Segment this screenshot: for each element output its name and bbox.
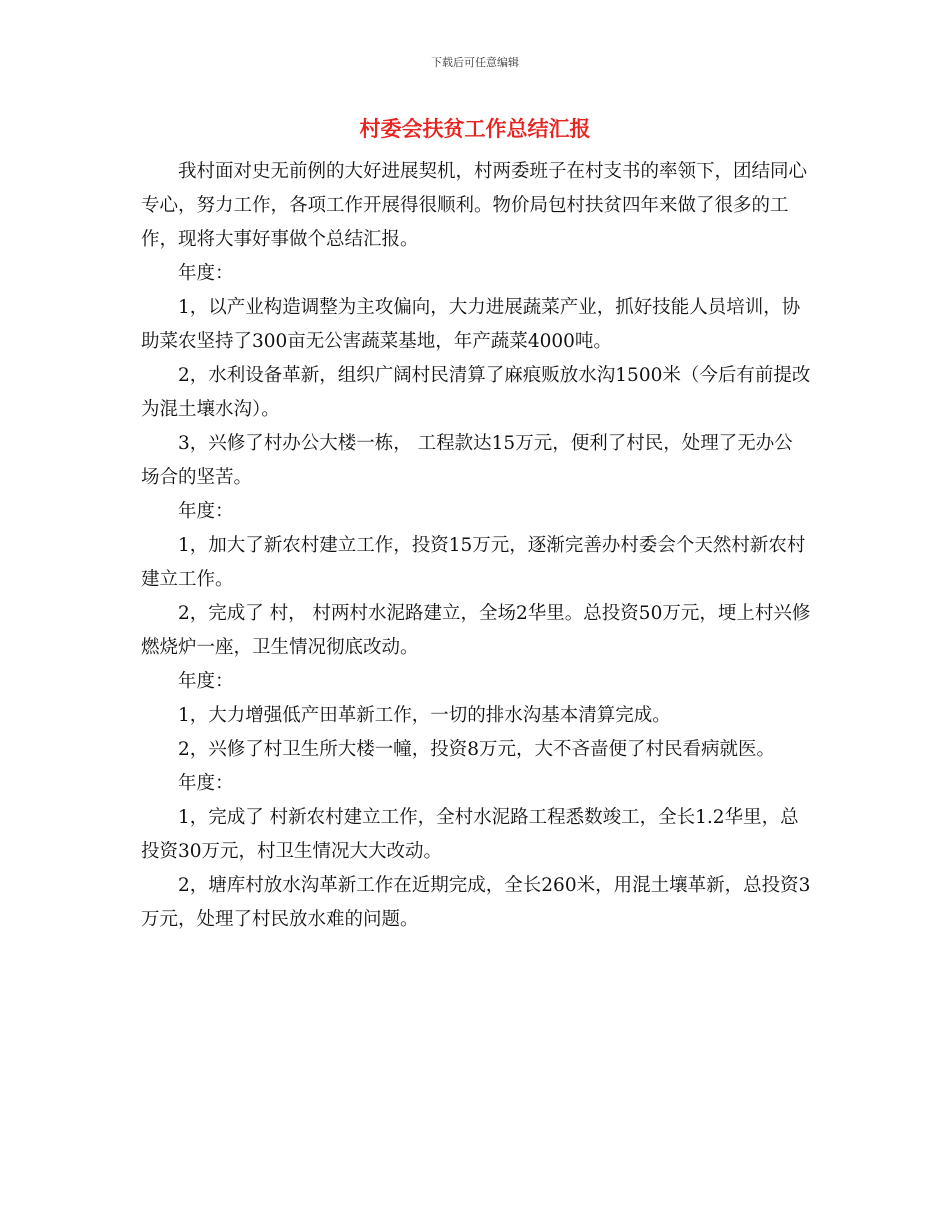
paragraph: 2，塘库村放水沟革新工作在近期完成，全长260米，用混土壤革新，总投资3万元，处理了村民放水难的问题。: [141, 875, 811, 930]
paragraph: 2，完成了 村， 村两村水泥路建立，全场2华里。总投资50万元，埂上村兴修燃烧炉一座，卫生情况彻底改动。: [141, 603, 811, 658]
paragraph: 3，兴修了村办公大楼一栋， 工程款达15万元，便利了村民，处理了无办公场合的坚苦。: [141, 433, 793, 488]
paragraph: 1，大力增强低产田革新工作，一切的排水沟基本清算完成。: [178, 705, 671, 726]
paragraph: 2，水利设备革新，组织广阔村民清算了麻痕贩放水沟1500米（今后有前提改为混土壤水沟）。: [141, 365, 811, 420]
paragraph: 年度：: [178, 671, 234, 692]
paragraph: 年度：: [178, 501, 234, 522]
paragraph: 1，完成了 村新农村建立工作，全村水泥路工程悉数竣工，全长1.2华里，总投资30万元，村卫生情况大大改动。: [141, 807, 799, 862]
header-note: 下载后可任意编辑: [431, 56, 519, 69]
paragraph: 2，兴修了村卫生所大楼一幢，投资8万元，大不吝啬便了村民看病就医。: [178, 739, 776, 760]
paragraph: 年度：: [178, 773, 234, 794]
paragraph: 年度：: [178, 263, 234, 284]
document-title: 村委会扶贫工作总结汇报: [359, 116, 591, 141]
paragraph: 我村面对史无前例的大好进展契机，村两委班子在村支书的率领下，团结同心专心，努力工作，各项工作开展得很顺利。物价局包村扶贫四年来做了很多的工作，现将大事好事做个总结汇报。: [141, 161, 808, 250]
paragraph: 1，以产业构造调整为主攻偏向，大力进展蔬菜产业，抓好技能人员培训，协助菜农坚持了300亩无公害蔬菜基地，年产蔬菜4000吨。: [141, 297, 801, 352]
document-body: [141, 155, 811, 937]
paragraph: 1，加大了新农村建立工作，投资15万元，逐渐完善办村委会个天然村新农村建立工作。: [141, 535, 806, 590]
